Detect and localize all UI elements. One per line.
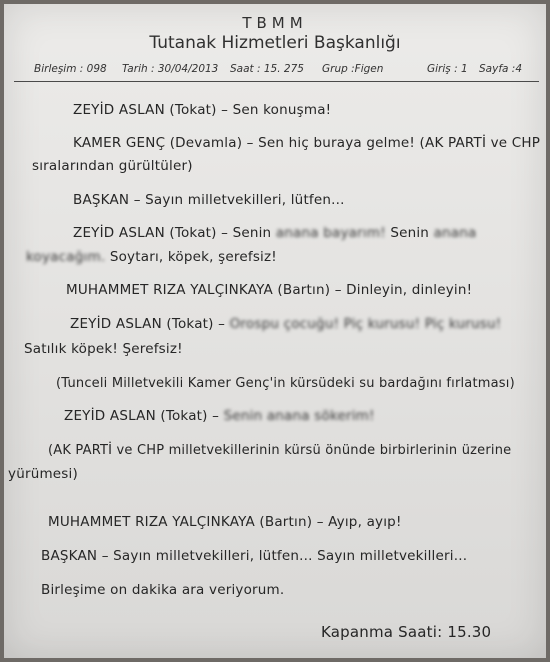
speech-line: Satılık köpek! Şerefsiz!	[24, 341, 183, 357]
censored-text: anana bayarım!	[275, 225, 386, 241]
meta-sayfa: Sayfa :4	[479, 63, 522, 75]
speech-line	[73, 225, 477, 241]
speech-line: MUHAMMET RIZA YALÇINKAYA (Bartın) – Dinleyin, dinleyin!	[66, 282, 473, 298]
speech-text: Soytarı, köpek, şerefsiz!	[109, 249, 277, 265]
speech-line: (Tunceli Milletvekili Kamer Genç'in kürsüdeki su bardağını fırlatması)	[56, 376, 515, 391]
censored-text: anana	[433, 225, 477, 241]
speaker-label: ZEYİD ASLAN (Tokat) –	[70, 316, 226, 332]
transcript-page	[4, 4, 546, 658]
meta-saat: Saat : 15. 275	[230, 63, 304, 75]
closing-time: Kapanma Saati: 15.30	[321, 623, 492, 641]
speaker-label: ZEYİD ASLAN (Tokat) – Senin	[73, 225, 272, 241]
speech-line: MUHAMMET RIZA YALÇINKAYA (Bartın) – Ayıp, ayıp!	[48, 514, 402, 530]
document-title: TBMM	[242, 14, 308, 32]
speech-line	[26, 249, 277, 265]
speech-line	[64, 408, 375, 424]
speech-text: Senin	[390, 225, 430, 241]
speech-line: KAMER GENÇ (Devamla) – Sen hiç buraya gelme! (AK PARTİ ve CHP	[73, 135, 541, 151]
speech-line: yürümesi)	[8, 466, 78, 482]
meta-grup: Grup :Figen	[322, 63, 384, 75]
censored-text: Orospu çocuğu! Piç kurusu! Piç kurusu!	[229, 316, 502, 332]
speech-line: ZEYİD ASLAN (Tokat) – Sen konuşma!	[73, 102, 332, 118]
meta-birlesim: Birleşim : 098	[34, 63, 107, 75]
speech-line: (AK PARTİ ve CHP milletvekillerinin kürsü önünde birbirlerinin üzerine	[48, 443, 512, 458]
document-subtitle: Tutanak Hizmetleri Başkanlığı	[149, 33, 401, 53]
header-rule	[14, 81, 539, 82]
speech-line	[70, 316, 501, 332]
session-meta-row	[4, 63, 546, 79]
censored-text: Senin anana sökerim!	[223, 408, 375, 424]
meta-tarih: Tarih : 30/04/2013	[122, 63, 219, 75]
censored-text: koyacağım.	[26, 249, 106, 265]
meta-giris: Giriş : 1	[427, 63, 468, 75]
speech-line: sıralarından gürültüler)	[32, 158, 193, 174]
speech-line: BAŞKAN – Sayın milletvekilleri, lütfen...	[73, 192, 345, 208]
speech-line: Birleşime on dakika ara veriyorum.	[41, 582, 285, 598]
speech-line: BAŞKAN – Sayın milletvekilleri, lütfen... Sayın milletvekilleri...	[41, 548, 468, 564]
speaker-label: ZEYİD ASLAN (Tokat) –	[64, 408, 220, 424]
